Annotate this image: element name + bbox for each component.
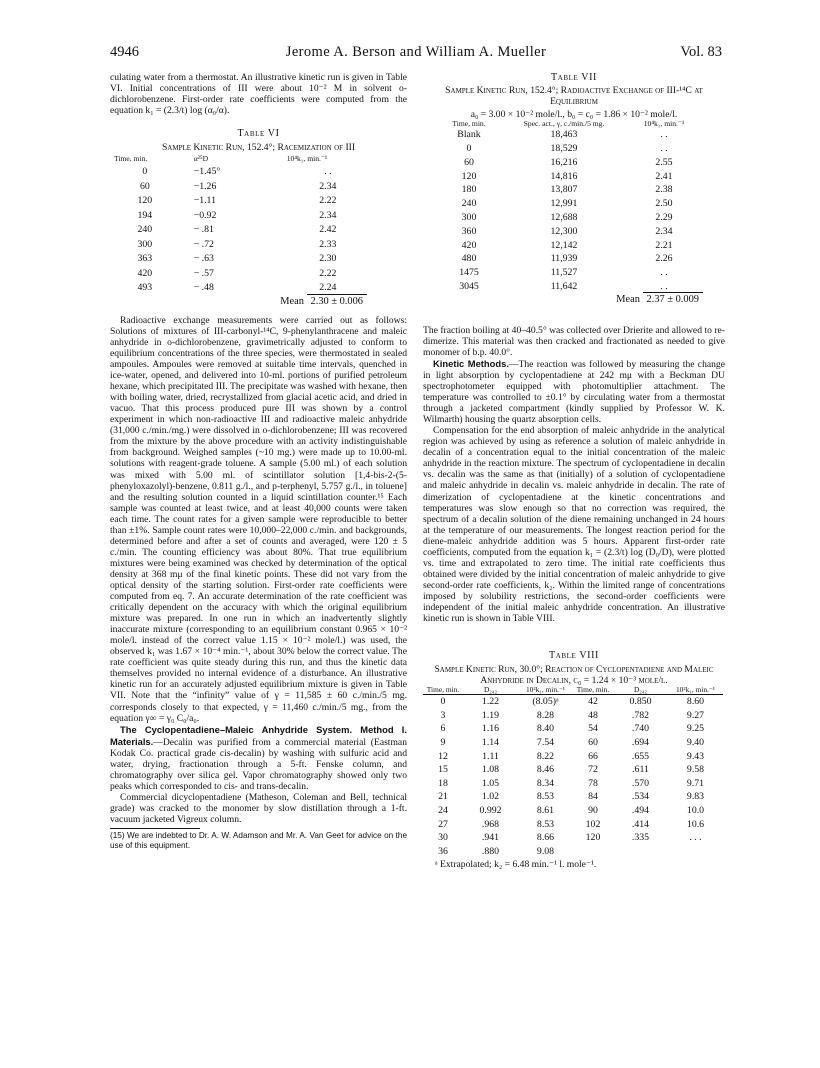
table7-row-cell: . . bbox=[660, 129, 668, 141]
table8-row-cell: .740 bbox=[631, 723, 650, 735]
table8-row-cell: 9.83 bbox=[686, 791, 705, 803]
exchange-paragraph: Radioactive exchange measurements were carried out as follows: Solutions of mixtures of III-carbonyl-¹⁴C, 9-phenylanthracene and maleic anhydride in o-dichlorobenzene, gravimetrically adjusted to conform to equilibrium concentrations of the three species, were thermostated in sealed ampoules. Ampoules were removed at suitable time intervals, quenched in ice-water, opened, and delivered into 10-ml. portions of purified petroleum hexane, which precipitated III. The precipitate was washed with hexane, then with boiling water, dried, recrystallized from glacial acetic acid, and dried in vacuo. That this process produced pure III was shown by a control experiment in which non-radioactive III and radioactive maleic anhydride (31,000 c./min./mg.) were dissolved in o-dichlorobenzene; III was recovered from the mixture by the above procedure with an activity indistinguishable from background. Weighed samples (~10 mg.) were made up to 10.00-ml. solutions with reagent-grade toluene. A sample (5.00 ml.) of each solution was mixed with 5.00 ml. of scintillator solution [1,4-bis-2-(5-phenyloxazolyl)-benzene, 0.811 g./l., and p-terphenyl, 5.757 g./l., in toluene] and the resulting solution counted in a liquid scintillation counter.¹⁵ Each sample was counted at least twice, and at least 40,000 counts were taken each time. The count rates for a given sample were reproducible to better than ±1%. Sample count rates were 10,000–22,000 c./min. and backgrounds, determined before and after a set of counts and averaged, were 120 ± 5 c./min. The counting efficiency was about 80%. That true equilibrium mixtures were being examined was checked by determination of the optical density at 368 mμ of the final kinetic points. These did not vary from the optical density of the starting solution. First-order rate coefficients were computed from eq. 7. An accurate determination of the rate coefficient was critically dependent on the accuracy with which the original equilibrium mixture was prepared. In one run in which an inadvertently slightly inaccurate mixture (corresponding to an equilibrium constant 0.965 × 10⁻² mole/l. instead of the correct value 1.15 × 10⁻² mole/l.) was used, the observed k₁ was 1.67 × 10⁻⁴ min.⁻¹, about 30% below the correct value. The rate coefficient was quite steady during this run, and thus the kinetic data themselves provided no internal evidence of a disturbance. An illustrative kinetic run for an accurately adjusted equilibrium mixture is given in Table VII. Note that the “infinity” value of γ = 11,585 ± 60 c./min./5 mg. corresponds closely to that expected, γ = 11,460 c./min./5 mg., from the equation γ∞ = γ₀ C₀/a₀. bbox=[110, 314, 407, 724]
table7-row bbox=[429, 211, 709, 225]
table8-header-time-a: Time, min. bbox=[423, 686, 463, 695]
right-column bbox=[423, 72, 725, 870]
table8-row-cell: 12 bbox=[438, 750, 448, 762]
table7-header-activity: Spec. act., γ, c./min./5 mg. bbox=[523, 119, 605, 129]
table8-row-cell: 1.19 bbox=[481, 709, 500, 721]
table8-row-cell: 8.28 bbox=[536, 709, 555, 721]
table8-subtitle: Sample Kinetic Run, 30.0°; Reaction of Cyclopentadiene and Maleic Anhydride in Decalin, c₀ = 1.24 × 10⁻³ mole/l. bbox=[434, 664, 714, 687]
table8-row-cell: .694 bbox=[631, 736, 650, 748]
table8-row-cell: 8.53 bbox=[536, 818, 555, 830]
footnote-rule bbox=[110, 828, 200, 829]
table7-body bbox=[429, 128, 709, 294]
table6-header-time: Time, min. bbox=[114, 154, 148, 164]
table7-row bbox=[429, 156, 709, 170]
table6-header-alpha: α²⁵D bbox=[193, 154, 209, 164]
table8-row-cell: . . . bbox=[689, 832, 702, 844]
table7-row-cell: 16,216 bbox=[550, 156, 578, 168]
table8-row-cell: 1.05 bbox=[481, 777, 500, 789]
table8-row bbox=[423, 845, 723, 859]
kinetic-paragraph bbox=[423, 358, 725, 425]
table6-row bbox=[114, 180, 369, 195]
table8-row-cell: 102 bbox=[585, 818, 601, 830]
table6-row-cell: 0 bbox=[142, 166, 148, 178]
table6-mean bbox=[110, 296, 407, 307]
table7-row bbox=[429, 225, 709, 239]
table8-row-cell: 3 bbox=[440, 709, 446, 721]
table8-row-cell: 36 bbox=[438, 845, 448, 857]
table8-row-cell: 1.02 bbox=[481, 791, 500, 803]
left-column bbox=[110, 72, 407, 851]
table7-mean bbox=[423, 294, 725, 305]
table8-row-cell: .414 bbox=[631, 818, 650, 830]
table7-row-cell: . . bbox=[660, 280, 668, 292]
table7-mean-label: Mean bbox=[616, 293, 640, 305]
table7-row-cell: 2.26 bbox=[655, 253, 673, 265]
table7-row-cell: 240 bbox=[461, 198, 477, 210]
table8-row-cell: 0.850 bbox=[629, 696, 652, 708]
table8-row bbox=[423, 750, 723, 764]
table7-title: Table VII bbox=[551, 72, 597, 83]
table7-conditions: a₀ = 3.00 × 10⁻² mole/l., b₀ = c₀ = 1.86 × 10⁻² mole/l. bbox=[470, 109, 678, 121]
table8-row bbox=[423, 695, 723, 709]
table8-header-d-a: D₂₄₂ bbox=[463, 686, 518, 695]
table8-row-cell: 24 bbox=[438, 804, 448, 816]
table6-row-cell: 2.34 bbox=[319, 209, 337, 221]
compensation-paragraph: Compensation for the end absorption of maleic anhydride in the analytical region was achieved by using as reference a solution of maleic anhydride in decalin of a concentration equal to the initial concentration of the maleic anhydride in the reaction mixture. The spectrum of cyclopentadiene in decalin vs. decalin was the same as that (initially) of a solution of cyclopentadiene and maleic anhydride in decalin vs. maleic anhydride in decalin. The rate of dimerization of cyclopentadiene at the kinetic concentrations and temperatures was slow enough so that no correction was required, the spectrum of a decalin solution of the diene remaining unchanged in 24 hours at the temperature of our measurements. The longest reaction period for the diene-maleic anhydride addition was 5 hours. Apparent first-order rate coefficients, computed from the equation k₁ = (2.3/t) log (D₀/D), were plotted vs. time and extrapolated to zero time. The initial rate coefficients thus obtained were divided by the initial concentration of maleic anhydride to give second-order rate coefficients, k₂. Within the limited range of concentrations imposed by solubility restrictions, the second-order coefficients were independent of the initial maleic anhydride concentration. An illustrative kinetic run is shown in Table VIII. bbox=[423, 425, 725, 625]
table8-row-cell: 1.16 bbox=[481, 723, 500, 735]
table7-row-cell: 12,688 bbox=[550, 211, 578, 223]
table8-row-cell: 0.992 bbox=[479, 804, 502, 816]
table8-row-cell: 18 bbox=[438, 777, 448, 789]
table8-row-cell: 1.14 bbox=[481, 736, 500, 748]
table8-row-cell bbox=[668, 845, 723, 859]
table8-row-cell bbox=[613, 845, 668, 859]
table7-row-cell: 1475 bbox=[459, 267, 479, 279]
table8-row-cell: 10.6 bbox=[686, 818, 705, 830]
table6-row-cell: 2.22 bbox=[319, 195, 337, 207]
table6-row-cell: 420 bbox=[137, 267, 153, 279]
table8-row-cell: 9.25 bbox=[686, 723, 705, 735]
table7-row-cell: 2.29 bbox=[655, 211, 673, 223]
table7-row bbox=[429, 252, 709, 266]
table8-row-cell: 0 bbox=[440, 696, 446, 708]
table8-row bbox=[423, 736, 723, 750]
table6-row-cell: − .48 bbox=[193, 282, 214, 294]
table6-row-cell: 120 bbox=[137, 195, 153, 207]
table7-row-cell: 2.50 bbox=[655, 198, 673, 210]
table8-row bbox=[423, 777, 723, 791]
fraction-paragraph: The fraction boiling at 40–40.5° was collected over Drierite and allowed to re-dimerize. This material was then cracked and fractionated as needed to give monomer of b.p. 40.0°. bbox=[423, 324, 725, 358]
table8-header-d-b: D₂₄₂ bbox=[613, 686, 668, 695]
table8-row-cell: 8.34 bbox=[536, 777, 555, 789]
table7-row-cell: 120 bbox=[461, 170, 477, 182]
table8-row bbox=[423, 709, 723, 723]
table8-row-cell: .335 bbox=[631, 832, 650, 844]
section-paragraph bbox=[110, 724, 407, 792]
kinetic-heading: Kinetic Methods. bbox=[433, 357, 509, 369]
table7-row-cell: 420 bbox=[461, 239, 477, 251]
table7-subtitle: Sample Kinetic Run, 152.4°; Radioactive Exchange of III-¹⁴C at Equilibrium bbox=[445, 85, 703, 108]
table8-header-k-b: 10²k₁, min.⁻¹ bbox=[668, 686, 723, 695]
table7-row-cell: 18,529 bbox=[550, 142, 578, 154]
table7-row-cell: 60 bbox=[464, 156, 474, 168]
table8-row-cell: 54 bbox=[588, 723, 598, 735]
table8-row-cell: 27 bbox=[438, 818, 448, 830]
table7-row-cell: Blank bbox=[457, 129, 481, 141]
table8-row-cell: 8.61 bbox=[536, 804, 555, 816]
table8-row-cell: 1.11 bbox=[482, 750, 499, 762]
table6-row bbox=[114, 209, 369, 224]
table6-row bbox=[114, 267, 369, 282]
table8-row-cell: 72 bbox=[588, 764, 598, 776]
table7-row bbox=[429, 197, 709, 211]
table8-row-cell: .611 bbox=[632, 764, 649, 776]
table8-row-cell: 78 bbox=[588, 777, 598, 789]
table8-row-cell: 8.40 bbox=[536, 723, 555, 735]
table7 bbox=[429, 120, 709, 294]
table7-row-cell: . . bbox=[660, 267, 668, 279]
table7-row-cell: 2.34 bbox=[655, 225, 673, 237]
table7-row-cell: 11,939 bbox=[550, 253, 578, 265]
table8-header-time-b: Time, min. bbox=[573, 686, 613, 695]
table8-row-cell: 9.40 bbox=[686, 736, 705, 748]
table6-mean-value: 2.30 ± 0.006 bbox=[307, 294, 367, 307]
table8-row-cell: 8.66 bbox=[536, 832, 555, 844]
table8-row-cell: 90 bbox=[588, 804, 598, 816]
table8-row-cell: 30 bbox=[438, 832, 448, 844]
table6 bbox=[114, 153, 369, 296]
table8-row-cell: 9.58 bbox=[686, 764, 705, 776]
table8 bbox=[423, 686, 723, 858]
table7-row-cell: 12,991 bbox=[550, 198, 578, 210]
table7-row-cell: 360 bbox=[461, 225, 477, 237]
table6-header-k: 10⁴k₁, min.⁻¹ bbox=[286, 154, 328, 164]
table6-row bbox=[114, 223, 369, 238]
table7-row-cell: 480 bbox=[461, 253, 477, 265]
table6-row-cell: −1.11 bbox=[193, 195, 216, 207]
table6-row-cell: 2.30 bbox=[319, 253, 337, 265]
table8-row-cell: 6 bbox=[440, 723, 446, 735]
table6-row-cell: 2.22 bbox=[319, 267, 337, 279]
table7-row bbox=[429, 170, 709, 184]
table8-row-cell: 60 bbox=[588, 736, 598, 748]
table8-row-cell: 9.08 bbox=[536, 845, 555, 857]
cyclopentadiene-paragraph: Commercial dicyclopentadiene (Matheson, Coleman and Bell, technical grade) was cracked to the monomer by slow distillation through a 1-ft. vacuum jacketed Vigreux column. bbox=[110, 791, 407, 825]
table8-row-cell: .655 bbox=[631, 750, 650, 762]
table8-row-cell: 21 bbox=[438, 791, 448, 803]
table6-row-cell: 2.33 bbox=[319, 238, 337, 250]
table7-row-cell: 13,807 bbox=[550, 184, 578, 196]
table7-row-cell: 11,527 bbox=[550, 267, 578, 279]
table8-row-cell: 66 bbox=[588, 750, 598, 762]
table7-row-cell: 0 bbox=[466, 142, 472, 154]
table6-subtitle: Sample Kinetic Run, 152.4°; Racemization of III bbox=[161, 142, 356, 154]
table6-row-cell: − .72 bbox=[193, 238, 214, 250]
table8-row-cell: 84 bbox=[588, 791, 598, 803]
table7-row bbox=[429, 266, 709, 280]
table6-row-cell: 240 bbox=[137, 224, 153, 236]
table8-row-cell: 1.22 bbox=[481, 696, 500, 708]
table6-row-cell: − .57 bbox=[193, 267, 214, 279]
table8-row-cell: 8.60 bbox=[686, 696, 705, 708]
table6-row-cell: . . bbox=[324, 166, 332, 178]
table8-row-cell: 9.43 bbox=[686, 750, 705, 762]
table6-row-cell: 493 bbox=[137, 282, 153, 294]
table7-row-cell: 12,142 bbox=[550, 239, 578, 251]
table7-row-cell: 14,816 bbox=[550, 170, 578, 182]
table6-body bbox=[114, 165, 369, 296]
table8-row bbox=[423, 818, 723, 832]
table6-mean-label: Mean bbox=[280, 295, 304, 307]
table8-row bbox=[423, 722, 723, 736]
table8-row bbox=[423, 763, 723, 777]
table7-row-cell: 18,463 bbox=[550, 129, 578, 141]
table8-row-cell: .494 bbox=[631, 804, 650, 816]
table8-row bbox=[423, 790, 723, 804]
table8-row-cell: 1.08 bbox=[481, 764, 500, 776]
table6-row-cell: −1.26 bbox=[193, 180, 217, 192]
table8-row-cell bbox=[573, 845, 613, 859]
page-header bbox=[110, 44, 722, 62]
table8-row-cell: (8.05)ᵃ bbox=[532, 696, 559, 708]
table8-row-cell: 10.0 bbox=[686, 804, 705, 816]
table8-title: Table VIII bbox=[549, 650, 599, 662]
table6-row-cell: 2.42 bbox=[319, 224, 337, 236]
table8-row-cell: 9 bbox=[440, 736, 446, 748]
table8-row bbox=[423, 831, 723, 845]
table8-row-cell: 42 bbox=[588, 696, 598, 708]
section-text: —Decalin was purified from a commercial material (Eastman Kodak Co. practical grade cis-decalin) by washing with sulfuric acid and water, drying, fractionation through a 5-ft. Fenske column, and chromatography over silica gel. Vapor chromatography showed only two peaks which corresponded to cis- and trans-decalin. bbox=[110, 736, 407, 792]
table8-row-cell: .570 bbox=[631, 777, 650, 789]
table8-row-cell: 7.54 bbox=[536, 736, 555, 748]
table6-row-cell: − .63 bbox=[193, 253, 214, 265]
table8-row-cell: .782 bbox=[631, 709, 650, 721]
table8-header-row bbox=[423, 686, 723, 695]
page-number: 4946 bbox=[110, 44, 139, 60]
table6-row-cell: 363 bbox=[137, 253, 153, 265]
table7-header-time: Time, min. bbox=[452, 119, 486, 129]
table8-row-cell: 9.71 bbox=[686, 777, 705, 789]
table6-row-cell: −1.45° bbox=[193, 166, 221, 178]
table7-row-cell: 180 bbox=[461, 184, 477, 196]
table8-row-cell: 8.53 bbox=[536, 791, 555, 803]
footnote: (15) We are indebted to Dr. A. W. Adamson and Mr. A. Van Geet for advice on the use of this equipment. bbox=[110, 831, 407, 851]
table6-title: Table VI bbox=[237, 128, 280, 140]
table7-row-cell: 2.55 bbox=[655, 156, 673, 168]
table7-row-cell: . . bbox=[660, 142, 668, 154]
table7-mean-value: 2.37 ± 0.009 bbox=[643, 292, 703, 305]
table8-footnote: ᵃ Extrapolated; k₂ = 6.48 min.⁻¹ l. mole⁻¹. bbox=[435, 859, 597, 871]
table6-row-cell: 300 bbox=[137, 238, 153, 250]
volume-label: Vol. 83 bbox=[680, 44, 722, 60]
table6-row-cell: 2.34 bbox=[319, 180, 337, 192]
table7-row-cell: 3045 bbox=[459, 280, 479, 292]
table8-row-cell: 8.22 bbox=[536, 750, 555, 762]
table8-row-cell: .968 bbox=[481, 818, 500, 830]
table6-row bbox=[114, 165, 369, 180]
table7-row-cell: 300 bbox=[461, 211, 477, 223]
intro-paragraph: culating water from a thermostat. An illustrative kinetic run is given in Table VI. Initial concentrations of III were about 10⁻² M in solvent o-dichlorobenzene. First-order rate coefficients were computed from the equation k₁ = (2.3/t) log (α₀/α). bbox=[110, 72, 407, 117]
table7-row bbox=[429, 183, 709, 197]
table8-row-cell: .941 bbox=[481, 832, 500, 844]
table8-row bbox=[423, 804, 723, 818]
table6-row-cell: − .81 bbox=[193, 224, 214, 236]
table7-row bbox=[429, 128, 709, 142]
table8-row-cell: 15 bbox=[438, 764, 448, 776]
table7-row bbox=[429, 142, 709, 156]
table7-row bbox=[429, 239, 709, 253]
section-heading: The Cyclopentadiene–Maleic Anhydride System. Method I. Materials. bbox=[110, 723, 407, 747]
table7-row-cell: 2.21 bbox=[655, 239, 673, 251]
table7-row-cell: 2.41 bbox=[655, 170, 673, 182]
table8-row-cell: 9.27 bbox=[686, 709, 705, 721]
table6-row-cell: 2.24 bbox=[319, 282, 337, 294]
table8-row-cell: 8.46 bbox=[536, 764, 555, 776]
table6-row bbox=[114, 252, 369, 267]
table7-row-cell: 12,300 bbox=[550, 225, 578, 237]
table8-body bbox=[423, 695, 723, 859]
table7-row-cell: 2.38 bbox=[655, 184, 673, 196]
table8-row-cell: .534 bbox=[631, 791, 650, 803]
table6-row-cell: 194 bbox=[137, 209, 153, 221]
table6-row-cell: −0.92 bbox=[193, 209, 217, 221]
table7-row-cell: 11,642 bbox=[550, 280, 578, 292]
table8-row-cell: 120 bbox=[585, 832, 601, 844]
table7-header-row bbox=[429, 120, 709, 128]
running-authors: Jerome A. Berson and William A. Mueller bbox=[285, 44, 547, 60]
table7-header-k: 10⁴k₁, min.⁻¹ bbox=[643, 119, 685, 129]
table6-row bbox=[114, 194, 369, 209]
table6-row bbox=[114, 238, 369, 253]
table6-row-cell: 60 bbox=[139, 180, 150, 192]
table8-row-cell: .880 bbox=[481, 845, 500, 857]
table8-row-cell: 48 bbox=[588, 709, 598, 721]
table6-header-row bbox=[114, 153, 369, 165]
table8-header-k-a: 10²k₁, min.⁻¹ bbox=[518, 686, 573, 695]
kinetic-text: —The reaction was followed by measuring the change in light absorption by cyclopentadiene at 242 mμ with a Beckman DU spectrophotometer equipped with photomultiplier attachment. The temperature was controlled to ±0.1° by circulating water from a thermostat through a jacketed compartment (kindly supplied by Professor W. K. Wilmarth) housing the quartz absorption cells. bbox=[423, 358, 725, 426]
